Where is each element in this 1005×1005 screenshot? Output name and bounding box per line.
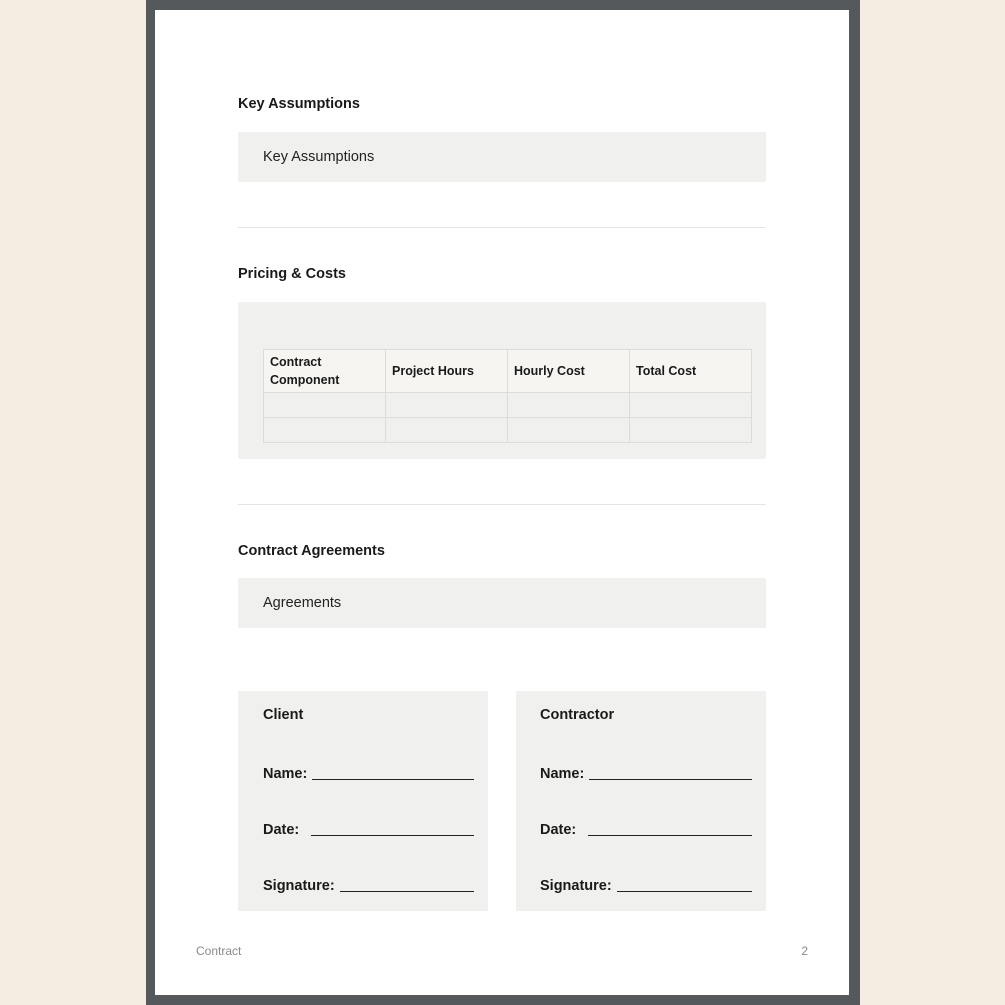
key-assumptions-heading: Key Assumptions [238, 96, 360, 112]
table-cell[interactable] [264, 393, 386, 418]
table-cell[interactable] [386, 393, 508, 418]
client-name-label: Name: [263, 766, 308, 782]
contractor-name-field[interactable] [589, 763, 752, 780]
contractor-signature-row [540, 875, 752, 894]
contractor-title: Contractor [540, 707, 615, 723]
key-assumptions-box[interactable] [238, 132, 766, 182]
contractor-date-row [540, 819, 752, 838]
section-divider [238, 504, 766, 505]
footer-document-name: Contract [196, 944, 242, 958]
client-title: Client [263, 707, 304, 723]
column-header-contract-component: Contract Component [264, 350, 386, 393]
contractor-signature-card [516, 691, 766, 911]
contractor-signature-label: Signature: [540, 878, 612, 894]
table-cell[interactable] [264, 418, 386, 443]
client-date-label: Date: [263, 822, 300, 838]
client-signature-row [263, 875, 474, 894]
pricing-box [238, 302, 766, 459]
table-row [264, 418, 752, 443]
agreements-text: Agreements [263, 595, 342, 611]
table-cell[interactable] [630, 418, 752, 443]
client-date-row [263, 819, 474, 838]
footer-page-number: 2 [801, 944, 808, 958]
pricing-table [263, 349, 752, 443]
column-header-total-cost: Total Cost [630, 350, 752, 393]
pricing-heading: Pricing & Costs [238, 266, 346, 282]
client-signature-card [238, 691, 488, 911]
client-date-field[interactable] [311, 819, 474, 836]
client-name-field[interactable] [312, 763, 474, 780]
pricing-header-row [264, 350, 752, 393]
section-divider [238, 227, 766, 228]
table-cell[interactable] [386, 418, 508, 443]
contractor-name-row [540, 763, 752, 782]
document-page [155, 10, 849, 995]
column-header-project-hours: Project Hours [386, 350, 508, 393]
agreements-heading: Contract Agreements [238, 543, 385, 559]
client-name-row [263, 763, 474, 782]
table-cell[interactable] [630, 393, 752, 418]
key-assumptions-text: Key Assumptions [263, 149, 375, 165]
table-row [264, 393, 752, 418]
client-signature-label: Signature: [263, 878, 335, 894]
contractor-signature-field[interactable] [617, 875, 752, 892]
contractor-name-label: Name: [540, 766, 585, 782]
document-viewer [146, 0, 860, 1005]
table-cell[interactable] [508, 418, 630, 443]
contractor-date-field[interactable] [588, 819, 752, 836]
client-signature-field[interactable] [340, 875, 474, 892]
table-cell[interactable] [508, 393, 630, 418]
contractor-date-label: Date: [540, 822, 577, 838]
agreements-box[interactable] [238, 578, 766, 628]
column-header-hourly-cost: Hourly Cost [508, 350, 630, 393]
